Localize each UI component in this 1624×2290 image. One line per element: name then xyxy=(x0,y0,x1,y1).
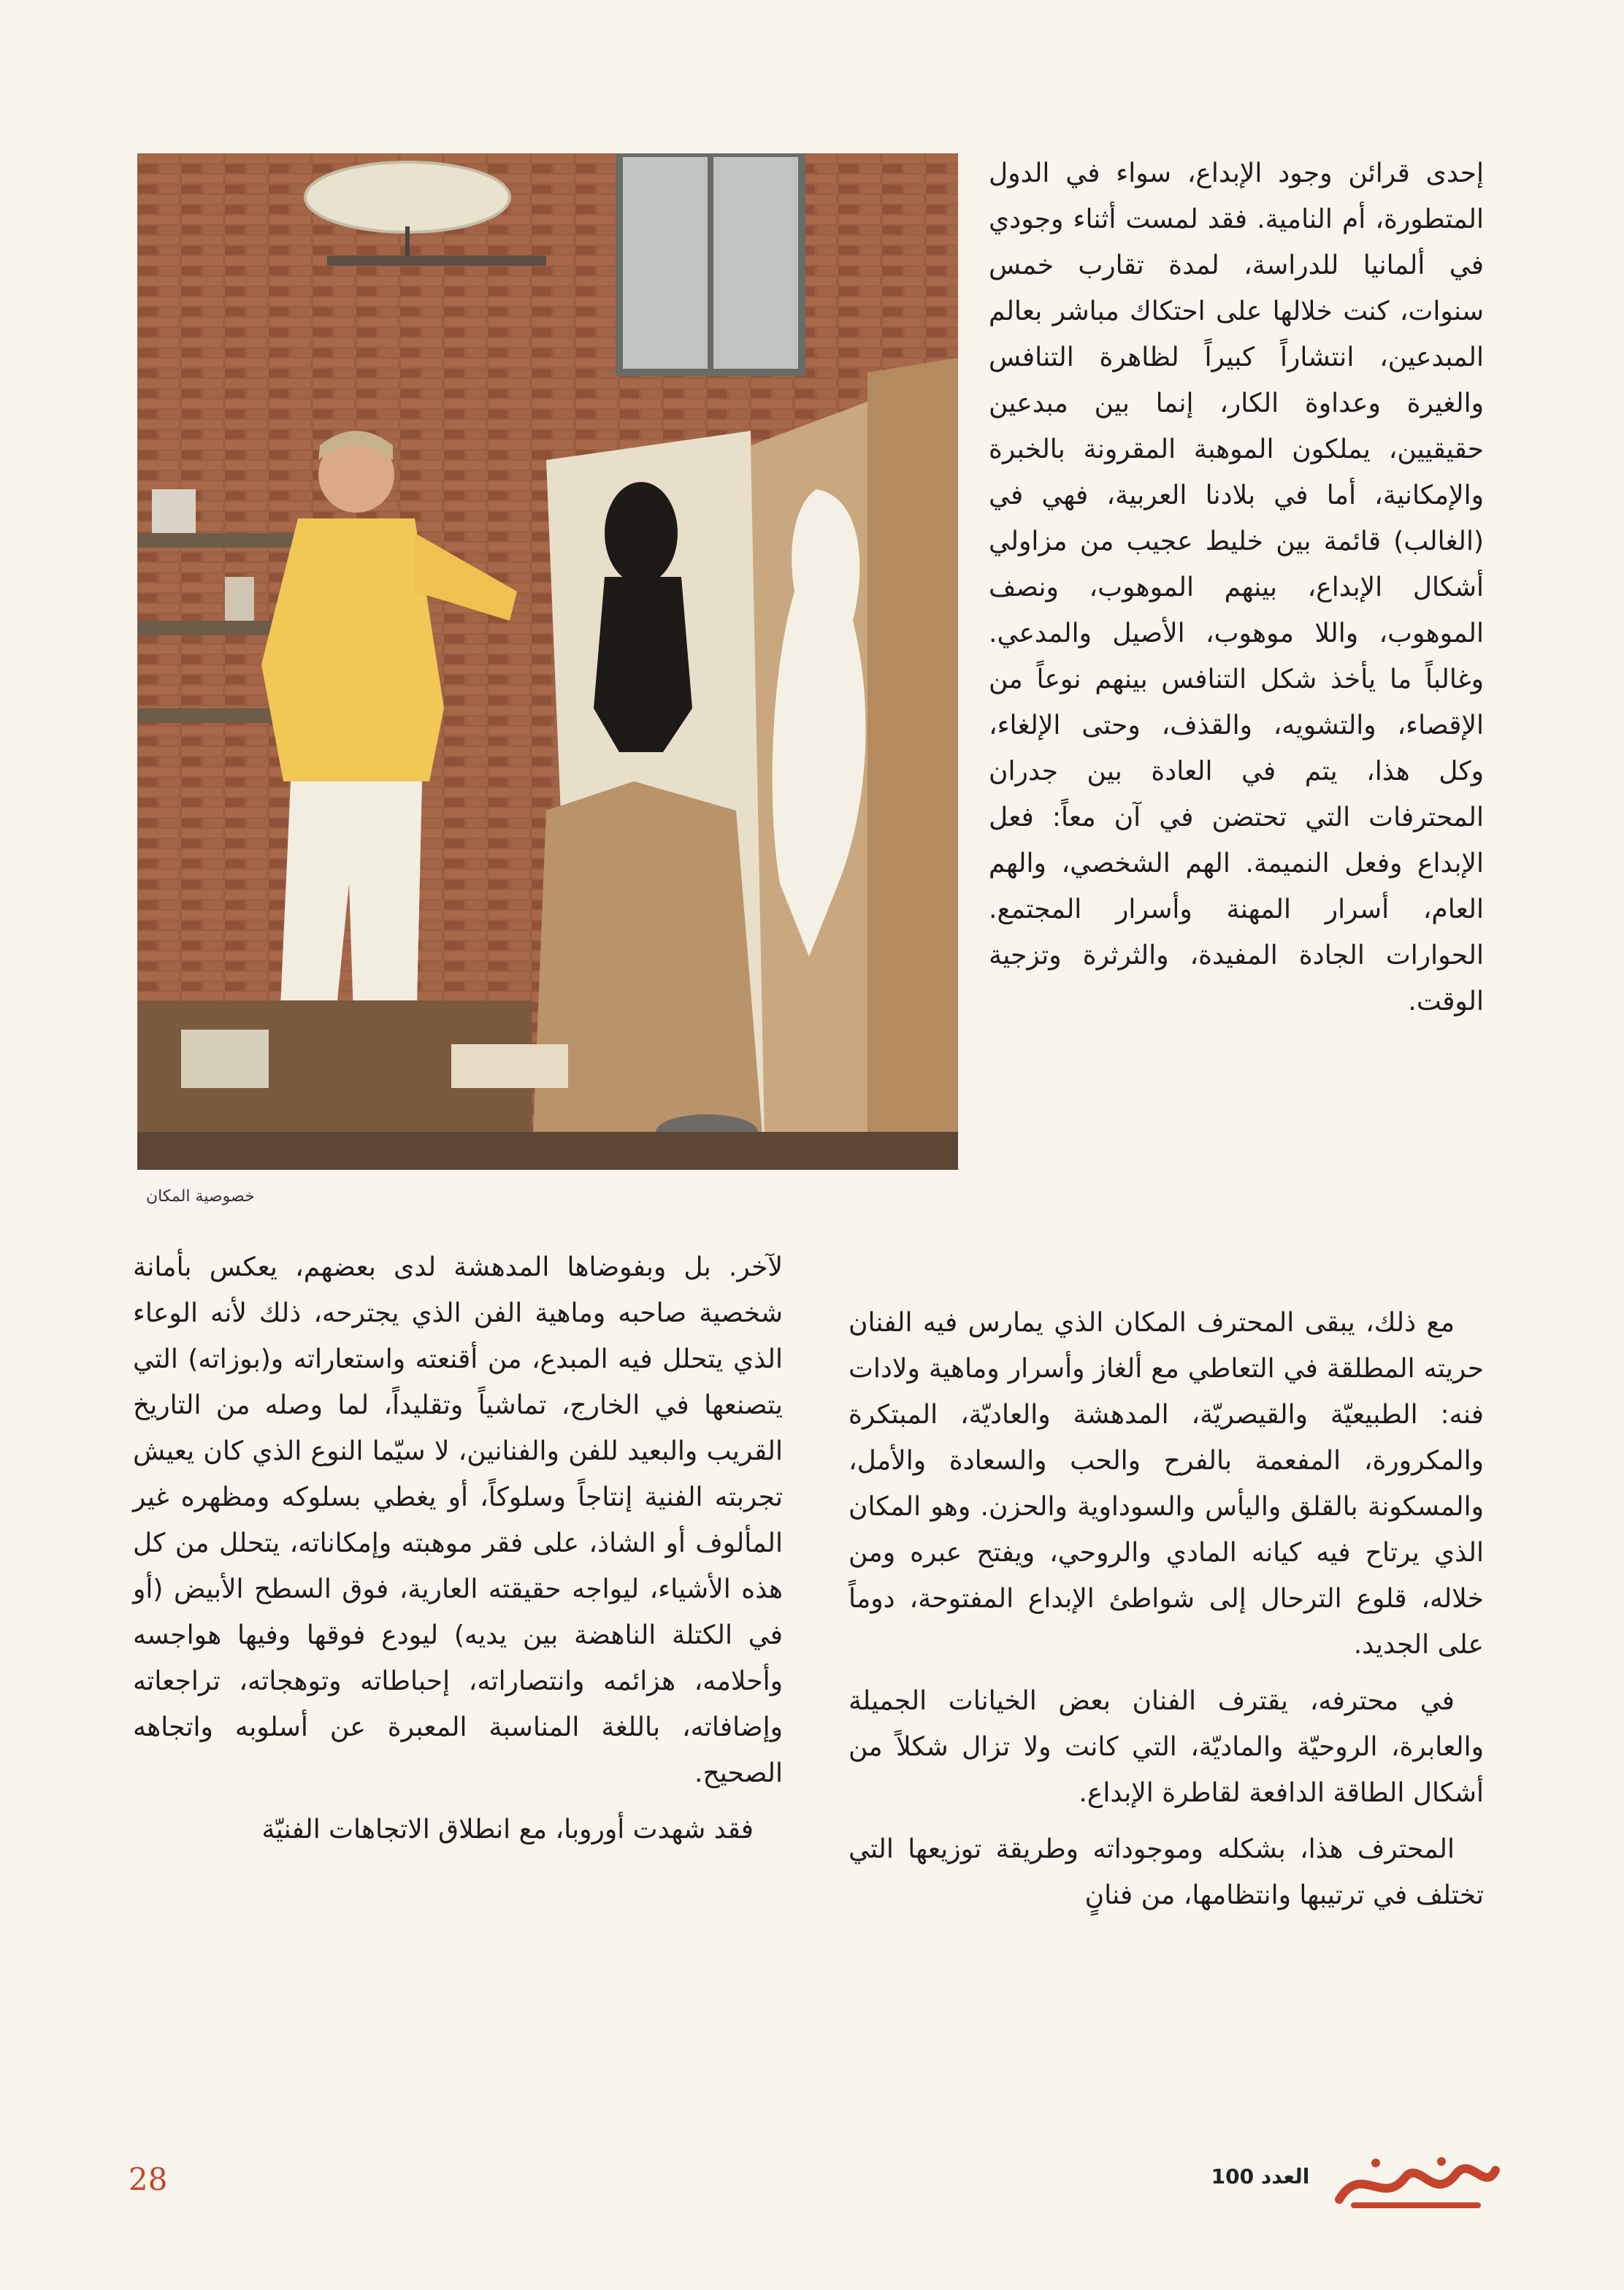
paragraph: إحدى قرائن وجود الإبداع، سواء في الدول المتطورة، أم النامية. فقد لمست أثناء وجودي في ألمانيا للدراسة، لمدة تقارب خمس سنوات، كنت خلالها على احتكاك مباشر بعالم المبدعين، انتشاراً كبيراً لظاهرة التنافس والغيرة وعداوة الكار، إنما بين مبدعين حقيقيين، يملكون الموهبة المقرونة بالخبرة والإمكانية، أما في بلادنا العربية، فهي في (الغالب) قائمة بين خليط عجيب من مزاولي أشكال الإبداع، بينهم الموهوب، ونصف الموهوب، واللا موهوب، الأصيل والمدعي. وغالباً ما يأخذ شكل التنافس بينهم نوعاً من الإقصاء، والتشويه، والقذف، وحتى الإلغاء، وكل هذا، يتم في العادة بين جدران المحترفات التي تحتضن في آن معاً: فعل الإبداع وفعل النميمة. الهم الشخصي، والهم العام، أسرار المهنة وأسرار المجتمع. الحوارات الجادة المفيدة، والثرثرة وتزجية الوقت. xyxy=(989,158,1484,1016)
studio-photo-image xyxy=(137,153,958,1170)
paragraph: لآخر. بل وبفوضاها المدهشة لدى بعضهم، يعكس بأمانة شخصية صاحبه وماهية الفن الذي يجترحه، ذلك لأنه الوعاء الذي يتحلل فيه المبدع، من أقنعته واستعاراته و(بوزاته) التي يتصنعها في الخارج، تماشياً وتقليداً، لما وصله من التاريخ القريب والبعيد للفن والفنانين، لا سيّما النوع الذي كان يعيش تجربته الفنية إنتاجاً وسلوكاً، أو يغطي بسلوكه ومظهره غير المألوف أو الشاذ، على فقر موهبته وإمكاناته، يتحلل من كل هذه الأشياء، ليواجه حقيقته العارية، فوق السطح الأبيض (أو في الكتلة الناهضة بين يديه) ليودع فوقها وفيها هواجسه وأحلامه، هزائمه وانتصاراته، إحباطاته وتوهجاته، تراجعاته وإضافاته، باللغة المناسبة المعبرة عن أسلوبه واتجاهه الصحيح. xyxy=(133,1252,783,1788)
paragraph: المحترف هذا، بشكله وموجوداته وطريقة توزيعها التي تختلف في ترتيبها وانتظامها، من فنانٍ xyxy=(849,1834,1484,1910)
magazine-logo-icon xyxy=(1332,2148,1501,2214)
studio-photo xyxy=(137,153,958,1170)
issue-label: العدد 100 xyxy=(1211,2164,1310,2188)
magazine-footer xyxy=(1195,2148,1501,2214)
photo-caption: خصوصية المكان xyxy=(146,1187,255,1206)
text-column-right-top xyxy=(989,150,1484,1025)
text-column-right-bottom xyxy=(849,1300,1484,1918)
page-number: 28 xyxy=(129,2161,168,2197)
paragraph: فقد شهدت أوروبا، مع انطلاق الاتجاهات الفنيّة xyxy=(261,1815,754,1845)
magazine-logo xyxy=(1332,2148,1501,2214)
paragraph: مع ذلك، يبقى المحترف المكان الذي يمارس فيه الفنان حريته المطلقة في التعاطي مع ألغاز وأسرار وماهية ولادات فنه: الطبيعيّة والقيصريّة، المدهشة والعاديّة، المبتكرة والمكرورة، المفعمة بالفرح والحب والسعادة والأمل، والمسكونة بالقلق واليأس والسوداوية والحزن. وهو المكان الذي يرتاح فيه كيانه المادي والروحي، ويفتح عبره ومن خلاله، قلوع الترحال إلى شواطئ الإبداع المفتوحة، دوماً على الجديد. xyxy=(849,1308,1484,1660)
paragraph: في محترفه، يقترف الفنان بعض الخيانات الجميلة والعابرة، الروحيّة والماديّة، التي كانت ولا تزال شكلاً من أشكال الطاقة الدافعة لقاطرة الإبداع. xyxy=(849,1686,1484,1808)
text-column-left xyxy=(133,1244,783,1853)
